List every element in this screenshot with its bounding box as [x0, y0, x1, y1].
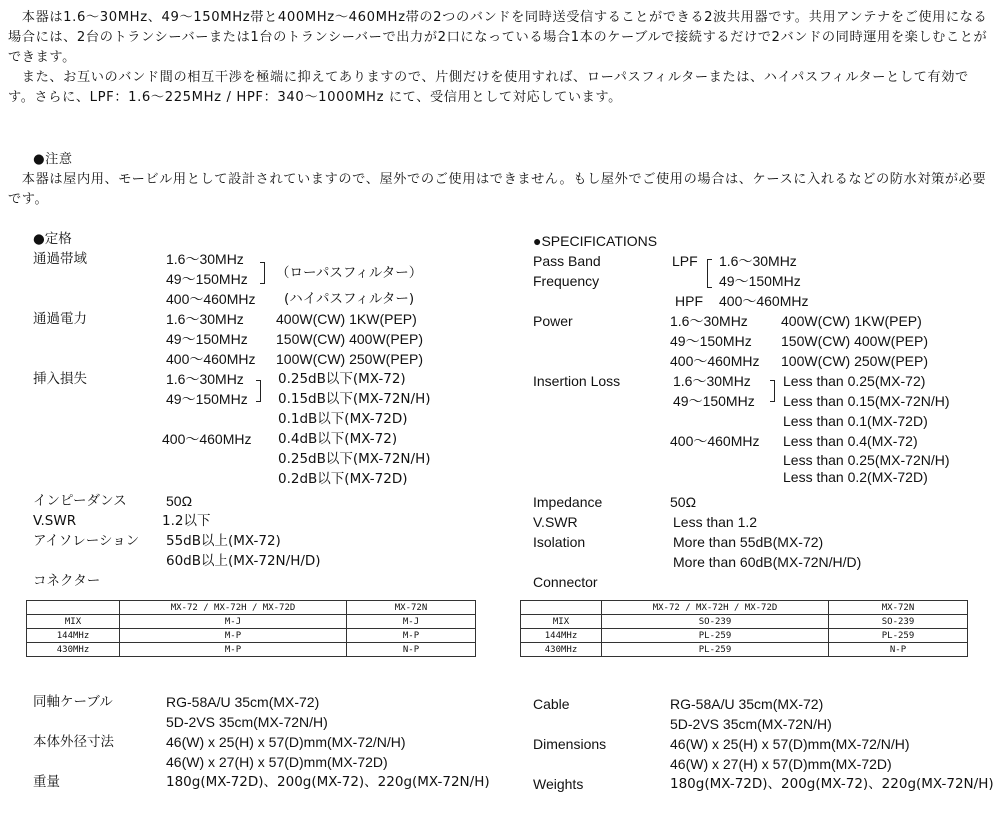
jp-hpf-label: (ハイパスフィルター) — [284, 291, 415, 307]
jp-passband-range-1: 1.6〜30MHz — [166, 251, 244, 267]
en-dims-value-1: 46(W) x 25(H) x 57(D)mm(MX-72/N/H) — [670, 736, 910, 752]
en-loss-value-3: Less than 0.1(MX-72D) — [783, 413, 928, 429]
intro-paragraph-2: また、お互いのバンド間の相互干渉を極端に抑えてありますので、片側だけを使用すれば、ローパスフィルターまたは、ハイパスフィルターとして有効です。さらに、LPF：1.6〜225MHz / HPF：340〜1000MHz にて、受信用として対応しています。 — [8, 70, 969, 105]
table-cell: SO-239 — [829, 615, 968, 629]
table-row — [521, 601, 968, 615]
jp-passband-range-3: 400〜460MHz — [166, 291, 256, 307]
jp-loss-band-1: 1.6〜30MHz — [166, 371, 244, 387]
jp-connector-label: コネクター — [33, 573, 101, 589]
en-cable-label: Cable — [533, 696, 570, 712]
jp-passband-bracket — [260, 262, 265, 284]
table-cell: M-P — [347, 629, 476, 643]
table-cell: N-P — [347, 643, 476, 657]
en-loss-band-2: 49〜150MHz — [673, 393, 755, 409]
en-loss-band-3: 400〜460MHz — [670, 433, 760, 449]
jp-vswr-value: 1.2以下 — [162, 513, 211, 529]
jp-cable-value-1: RG-58A/U 35cm(MX-72) — [166, 694, 320, 710]
jp-vswr-label: V.SWR — [33, 513, 77, 529]
en-loss-value-5: Less than 0.25(MX-72N/H) — [783, 452, 950, 468]
jp-passband-label: 通過帯域 — [33, 251, 87, 267]
table-cell — [27, 601, 120, 615]
jp-power-value-2: 150W(CW) 400W(PEP) — [276, 331, 424, 347]
jp-dims-value-2: 46(W) x 27(H) x 57(D)mm(MX-72D) — [166, 754, 388, 770]
en-vswr-value: Less than 1.2 — [673, 514, 758, 530]
table-header: MX-72 / MX-72H / MX-72D — [120, 601, 347, 615]
table-row — [27, 601, 476, 615]
table-cell: M-P — [120, 629, 347, 643]
table-cell: MIX — [521, 615, 602, 629]
jp-impedance-value: 50Ω — [166, 493, 193, 509]
en-passband-range-3: 400〜460MHz — [719, 293, 809, 309]
table-cell: M-P — [120, 643, 347, 657]
caution-text-block — [8, 170, 988, 210]
en-power-value-3: 100W(CW) 250W(PEP) — [781, 353, 929, 369]
en-passband-bracket — [707, 259, 712, 288]
jp-loss-value-6: 0.2dB以下(MX-72D) — [278, 471, 408, 487]
jp-power-value-1: 400W(CW) 1KW(PEP) — [276, 311, 417, 327]
table-row — [27, 643, 476, 657]
en-loss-band-1: 1.6〜30MHz — [673, 373, 751, 389]
jp-loss-value-2: 0.15dB以下(MX-72N/H) — [278, 391, 431, 407]
jp-power-band-1: 1.6〜30MHz — [166, 311, 244, 327]
jp-impedance-label: インピーダンス — [33, 493, 127, 509]
jp-spec-heading: ●定格 — [33, 231, 72, 247]
table-cell — [521, 601, 602, 615]
en-cable-value-1: RG-58A/U 35cm(MX-72) — [670, 696, 824, 712]
table-cell: M-J — [120, 615, 347, 629]
en-lpf-label: LPF — [672, 253, 698, 269]
table-cell: 430MHz — [521, 643, 602, 657]
jp-passband-range-2: 49〜150MHz — [166, 271, 248, 287]
jp-loss-value-1: 0.25dB以下(MX-72) — [278, 371, 406, 387]
jp-connector-table — [26, 600, 476, 657]
en-cable-value-2: 5D-2VS 35cm(MX-72N/H) — [670, 716, 832, 732]
table-cell: PL-259 — [602, 629, 829, 643]
jp-dims-value-1: 46(W) x 25(H) x 57(D)mm(MX-72/N/H) — [166, 734, 406, 750]
en-passband-range-2: 49〜150MHz — [719, 273, 801, 289]
table-row — [521, 629, 968, 643]
en-power-value-1: 400W(CW) 1KW(PEP) — [781, 313, 922, 329]
jp-loss-band-3: 400〜460MHz — [162, 431, 252, 447]
jp-power-label: 通過電力 — [33, 311, 87, 327]
table-header: MX-72 / MX-72H / MX-72D — [602, 601, 829, 615]
en-loss-value-4: Less than 0.4(MX-72) — [783, 433, 918, 449]
jp-loss-bracket — [256, 380, 261, 402]
en-power-label: Power — [533, 313, 573, 329]
en-impedance-label: Impedance — [533, 494, 603, 510]
en-isolation-label: Isolation — [533, 534, 586, 550]
jp-power-value-3: 100W(CW) 250W(PEP) — [276, 351, 424, 367]
caution-section — [33, 150, 983, 170]
en-impedance-value: 50Ω — [670, 494, 697, 510]
table-cell: 144MHz — [27, 629, 120, 643]
table-cell: MIX — [27, 615, 120, 629]
en-power-value-2: 150W(CW) 400W(PEP) — [781, 333, 929, 349]
en-passband-range-1: 1.6〜30MHz — [719, 253, 797, 269]
jp-cable-label: 同軸ケーブル — [33, 694, 113, 710]
caution-heading: ●注意 — [33, 152, 73, 167]
en-power-band-2: 49〜150MHz — [670, 333, 752, 349]
table-row — [521, 615, 968, 629]
jp-isolation-value-1: 55dB以上(MX-72) — [166, 533, 281, 549]
en-power-band-3: 400〜460MHz — [670, 353, 760, 369]
jp-lpf-label: （ローパスフィルター） — [276, 265, 423, 281]
en-power-band-1: 1.6〜30MHz — [670, 313, 748, 329]
jp-loss-value-3: 0.1dB以下(MX-72D) — [278, 411, 408, 427]
en-weight-label: Weights — [533, 776, 584, 792]
table-cell: N-P — [829, 643, 968, 657]
table-row — [27, 615, 476, 629]
jp-loss-value-5: 0.25dB以下(MX-72N/H) — [278, 451, 431, 467]
en-loss-value-6: Less than 0.2(MX-72D) — [783, 469, 928, 485]
en-loss-value-1: Less than 0.25(MX-72) — [783, 373, 926, 389]
en-dims-label: Dimensions — [533, 736, 607, 752]
table-header: MX-72N — [347, 601, 476, 615]
en-isolation-value-1: More than 55dB(MX-72) — [673, 534, 824, 550]
en-hpf-label: HPF — [675, 293, 703, 309]
jp-power-band-2: 49〜150MHz — [166, 331, 248, 347]
en-loss-value-2: Less than 0.15(MX-72N/H) — [783, 393, 950, 409]
table-cell: M-J — [347, 615, 476, 629]
en-connector-label: Connector — [533, 574, 598, 590]
intro-paragraph-1: 本器は1.6〜30MHz、49〜150MHz帯と400MHz〜460MHz帯の2つのバンドを同時送受信することができる2波共用器です。共用アンテナをご使用になる場合には、2台のトランシーバーまたは1台のトランシーバーで出力が2口になっている場合1本のケーブルで接続するだけで2バンドの同時運用を楽しむことができます。 — [8, 10, 988, 65]
en-loss-label: Insertion Loss — [533, 373, 621, 389]
table-header: MX-72N — [829, 601, 968, 615]
en-connector-table — [520, 600, 968, 657]
jp-isolation-value-2: 60dB以上(MX-72N/H/D) — [166, 553, 321, 569]
jp-isolation-label: アイソレーション — [33, 533, 140, 549]
jp-cable-value-2: 5D-2VS 35cm(MX-72N/H) — [166, 714, 328, 730]
table-cell: PL-259 — [829, 629, 968, 643]
intro-section — [8, 8, 988, 108]
en-vswr-label: V.SWR — [533, 514, 578, 530]
table-cell: 144MHz — [521, 629, 602, 643]
jp-loss-label: 挿入損失 — [33, 371, 87, 387]
table-row — [27, 629, 476, 643]
en-spec-heading: ●SPECIFICATIONS — [533, 233, 658, 249]
en-passband-label-2: Frequency — [533, 273, 600, 289]
table-cell: SO-239 — [602, 615, 829, 629]
jp-weight-value: 180g(MX-72D)、200g(MX-72)、220g(MX-72N/H) — [166, 774, 490, 790]
table-cell: 430MHz — [27, 643, 120, 657]
jp-loss-value-4: 0.4dB以下(MX-72) — [278, 431, 398, 447]
table-cell: PL-259 — [602, 643, 829, 657]
jp-weight-label: 重量 — [33, 774, 60, 790]
jp-dims-label: 本体外径寸法 — [33, 734, 114, 750]
en-dims-value-2: 46(W) x 27(H) x 57(D)mm(MX-72D) — [670, 756, 892, 772]
en-weight-value: 180g(MX-72D)、200g(MX-72)、220g(MX-72N/H) — [670, 776, 994, 792]
jp-loss-band-2: 49〜150MHz — [166, 391, 248, 407]
table-row — [521, 643, 968, 657]
en-isolation-value-2: More than 60dB(MX-72N/H/D) — [673, 554, 862, 570]
caution-text: 本器は屋内用、モービル用として設計されていますので、屋外でのご使用はできません。もし屋外でご使用の場合は、ケースに入れるなどの防水対策が必要です。 — [8, 172, 987, 207]
jp-power-band-3: 400〜460MHz — [166, 351, 256, 367]
en-loss-bracket — [770, 380, 775, 402]
en-passband-label-1: Pass Band — [533, 253, 601, 269]
